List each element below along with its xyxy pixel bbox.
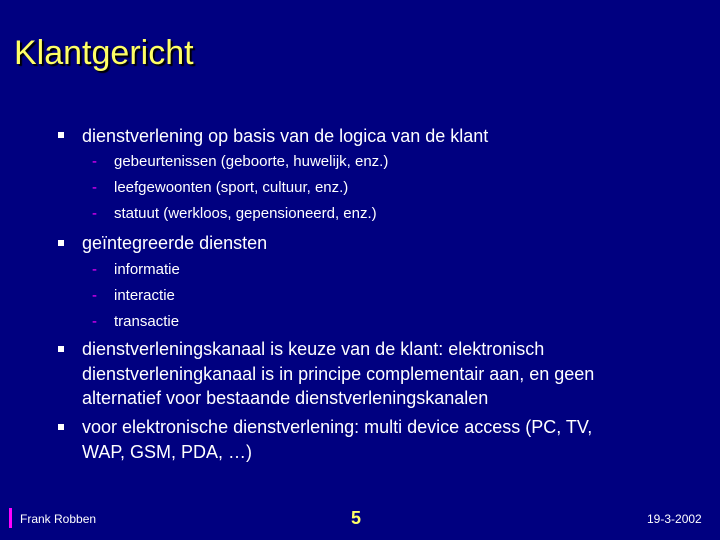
bullet-text: WAP, GSM, PDA, …) xyxy=(82,442,253,462)
page-number: 5 xyxy=(351,508,362,528)
sub-bullet-text: informatie xyxy=(114,261,180,278)
sub-bullet-dash: - xyxy=(92,287,97,304)
bullet-text: dienstverleningskanaal is keuze van de klant: elektronisch xyxy=(82,339,545,359)
sub-bullet-dash: - xyxy=(92,153,97,170)
bullet-square-icon xyxy=(58,424,64,430)
bullet-text: dienstverleningkanaal is in principe complementair aan, en geen xyxy=(82,364,595,384)
bullet-text: alternatief voor bestaande dienstverleningskanalen xyxy=(82,388,489,408)
bullet-text: dienstverlening op basis van de logica van de klant xyxy=(82,126,489,146)
bullet-square-icon xyxy=(58,346,64,352)
sub-bullet-text: statuut (werkloos, gepensioneerd, enz.) xyxy=(114,205,377,222)
sub-bullet-dash: - xyxy=(92,205,97,222)
sub-bullet-dash: - xyxy=(92,313,97,330)
sub-bullet-text: gebeurtenissen (geboorte, huwelijk, enz.) xyxy=(114,153,389,170)
footer-author: Frank Robben xyxy=(20,512,97,526)
sub-bullet-text: transactie xyxy=(114,313,180,330)
footer-accent-bar xyxy=(9,508,12,528)
footer-date: 19-3-2002 xyxy=(647,512,702,526)
bullet-square-icon xyxy=(58,132,64,138)
bullet-text: geïntegreerde diensten xyxy=(82,233,268,253)
bullet-text: voor elektronische dienstverlening: multi device access (PC, TV, xyxy=(82,417,593,437)
bullet-square-icon xyxy=(58,240,64,246)
sub-bullet-dash: - xyxy=(92,261,97,278)
sub-bullet-text: interactie xyxy=(114,287,175,304)
sub-bullet-dash: - xyxy=(92,179,97,196)
slide-title: Klantgericht xyxy=(14,34,194,72)
sub-bullet-text: leefgewoonten (sport, cultuur, enz.) xyxy=(114,179,349,196)
